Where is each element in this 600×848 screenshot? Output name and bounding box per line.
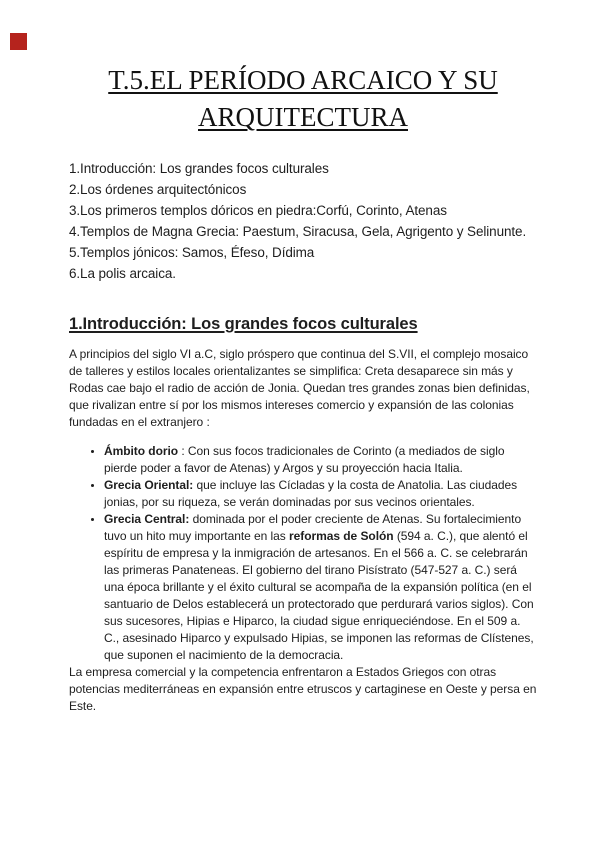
focus-areas-list [69,443,537,664]
bullet-text: : Con sus focos tradicionales de Corinto (a mediados de siglo pierde poder a favor de Atenas) y Argos y su proyección hacia Italia. [104,444,505,475]
bullet-item-grecia-oriental [104,477,537,511]
red-square-marker [10,33,27,50]
bullet-text: dominada por el poder creciente de Atenas. Su fortalecimiento tuvo un hito muy importante en las [104,512,522,543]
bullet-lead: Grecia Central: [104,512,190,526]
toc-item-6: 6.La polis arcaica. [69,266,176,281]
bullet-text: que incluye las Cícladas y la costa de Anatolia. Las ciudades jonias, por su riqueza, se verán dominadas por sus vecinos orientales. [104,478,518,509]
toc-item-3: 3.Los primeros templos dóricos en piedra:Corfú, Corinto, Atenas [69,203,447,218]
intro-paragraph: A principios del siglo VI a.C, siglo próspero que continua del S.VII, el complejo mosaico de talleres y estilos locales orientalizantes se simplifica: Creta desaparece sin más y Rodas cae bajo el radio de acción de Jonia. Quedan tres grandes zonas bien definidas, que rivalizan entre sí por los mismos intereses comercio y expansión de las colonias fundadas en el extranjero : [69,347,530,429]
section-heading: 1.Introducción: Los grandes focos culturales [69,315,418,333]
bullet-lead-2: reformas de Solón [289,529,394,543]
toc-item-5: 5.Templos jónicos: Samos, Éfeso, Dídima [69,245,315,260]
document-title: T.5.EL PERÍODO ARCAICO Y SU ARQUITECTURA [108,65,498,132]
bullet-item-grecia-central [104,511,537,664]
bullet-lead: Grecia Oriental: [104,478,194,492]
closing-paragraph: La empresa comercial y la competencia enfrentaron a Estados Griegos con otras potencias mediterráneas en expansión entre etruscos y cartaginese en Oeste y persa en Este. [69,665,537,713]
page-content [69,62,537,727]
bullet-lead: Ámbito dorio [104,444,179,458]
toc-item-2: 2.Los órdenes arquitectónicos [69,182,247,197]
toc-item-1: 1.Introducción: Los grandes focos culturales [69,161,329,176]
toc-item-4: 4.Templos de Magna Grecia: Paestum, Siracusa, Gela, Agrigento y Selinunte. [69,224,527,239]
bullet-text-2: (594 a. C.), que alentó el espíritu de empresa y la inmigración de artesanos. En el 566 a. C. se celebrarán las primeras Panateneas. El gobierno del tirano Pisístrato (547-527 a. C.) será una época brillante y el éxito cultural se acompaña de la expansión política (en el santuario de Delos establecerá un protectorado que perdurará varios siglos). Con sus sucesores, Hipias e Hiparco, la ciudad sigue enriqueciéndose. En el 509 a. C., asesinado Hiparco y expulsado Hipias, se imponen las reformas de Clístenes, que suponen el nacimiento de la democracia. [104,529,534,662]
table-of-contents [69,158,537,284]
bullet-item-ambito-dorio [104,443,537,477]
